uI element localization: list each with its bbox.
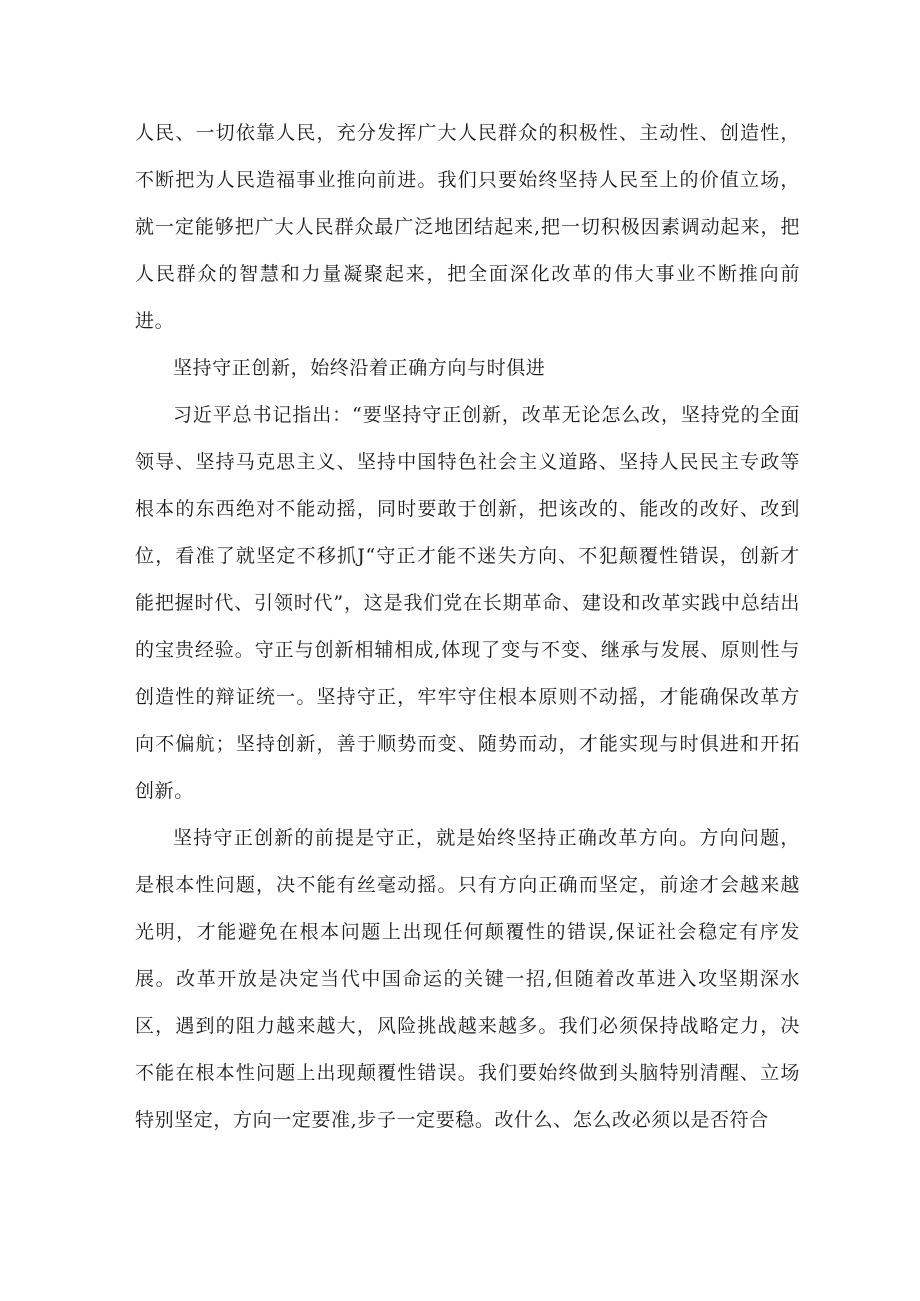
section-heading: 坚持守正创新，始终沿着正确方向与时俱进 <box>173 357 546 379</box>
paragraph-quote: 习近平总书记指出：“要坚持守正创新，改革无论怎么改，坚持党的全面领导、坚持马克思主义、坚持中国特色社会主义道路、坚持人民民主专政等根本的东西绝对不能动摇，同时要敢于创新，把该改的、能改的改好、改到位，看准了就坚定不移抓J“守正才能不迷失方向、不犯颠覆性错误，创新才能把握时代、引领时代”，这是我们党在长期革命、建设和改革实践中总结出的宝贵经验。守正与创新相辅相成,体现了变与不变、继承与发展、原则性与创造性的辩证统一。坚持守正，牢牢守住根本原则不动摇，才能确保改革方向不偏航；坚持创新，善于顺势而变、随势而动，才能实现与时俱进和开拓创新。 <box>135 404 800 802</box>
paragraph-continuation: 人民、一切依靠人民，充分发挥广大人民群众的积极性、主动性、创造性，不断把为人民造福事业推向前进。我们只要始终坚持人民至上的价值立场，就一定能够把广大人民群众最广泛地团结起来,把一切积极因素调动起来，把人民群众的智慧和力量凝聚起来，把全面深化改革的伟大事业不断推向前进。 <box>135 122 800 332</box>
paragraph-direction: 坚持守正创新的前提是守正，就是始终坚持正确改革方向。方向问题，是根本性问题，决不能有丝毫动摇。只有方向正确而坚定，前途才会越来越光明，才能避免在根本问题上出现任何颠覆性的错误,保证社会稳定有序发展。改革开放是决定当代中国命运的关键一招,但随着改革进入攻坚期深水区，遇到的阻力越来越大，风险挑战越来越多。我们必须保持战略定力，决不能在根本性问题上出现颠覆性错误。我们要始终做到头脑特别清醒、立场特别坚定，方向一定要准,步子一定要稳。改什么、怎么改必须以是否符合 <box>135 827 800 1131</box>
document-body <box>135 110 800 1144</box>
